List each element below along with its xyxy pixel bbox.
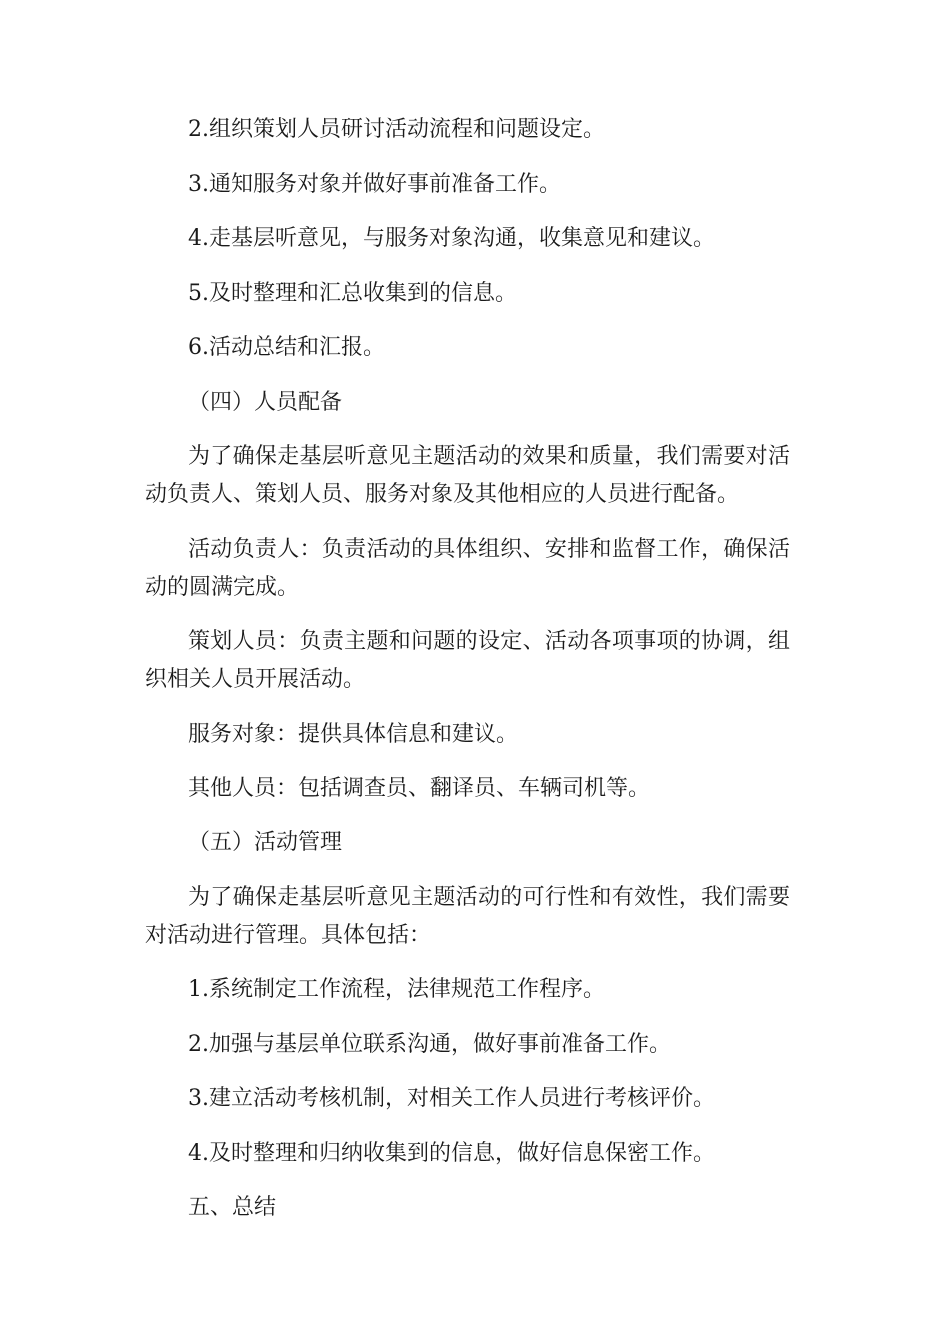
list-item: 5.及时整理和汇总收集到的信息。	[188, 281, 517, 306]
list-item: 1.系统制定工作流程，法律规范工作程序。	[188, 977, 605, 1002]
paragraph-line: 为了确保走基层听意见主题活动的效果和质量，我们需要对活	[188, 444, 790, 469]
paragraph-line: 策划人员：负责主题和问题的设定、活动各项事项的协调，组	[188, 629, 790, 654]
list-item: 2.组织策划人员研讨活动流程和问题设定。	[188, 117, 605, 142]
section-heading: 五、总结	[188, 1195, 277, 1220]
paragraph-line: 活动负责人：负责活动的具体组织、安排和监督工作，确保活	[188, 537, 790, 562]
list-item: 3.通知服务对象并做好事前准备工作。	[188, 172, 561, 197]
paragraph-line: 织相关人员开展活动。	[145, 667, 366, 692]
section-heading: （四）人员配备	[188, 390, 343, 415]
paragraph-line: 动的圆满完成。	[145, 575, 300, 600]
paragraph-line: 其他人员：包括调查员、翻译员、车辆司机等。	[188, 776, 651, 801]
section-heading: （五）活动管理	[188, 830, 343, 855]
list-item: 6.活动总结和汇报。	[188, 335, 385, 360]
list-item: 3.建立活动考核机制，对相关工作人员进行考核评价。	[188, 1086, 715, 1111]
paragraph-line: 对活动进行管理。具体包括：	[145, 923, 432, 948]
paragraph-line: 服务对象：提供具体信息和建议。	[188, 722, 519, 747]
list-item: 4.及时整理和归纳收集到的信息，做好信息保密工作。	[188, 1141, 715, 1166]
list-item: 4.走基层听意见，与服务对象沟通，收集意见和建议。	[188, 226, 715, 251]
list-item: 2.加强与基层单位联系沟通，做好事前准备工作。	[188, 1032, 671, 1057]
paragraph-line: 为了确保走基层听意见主题活动的可行性和有效性，我们需要	[188, 885, 790, 910]
paragraph-line: 动负责人、策划人员、服务对象及其他相应的人员进行配备。	[145, 482, 740, 507]
